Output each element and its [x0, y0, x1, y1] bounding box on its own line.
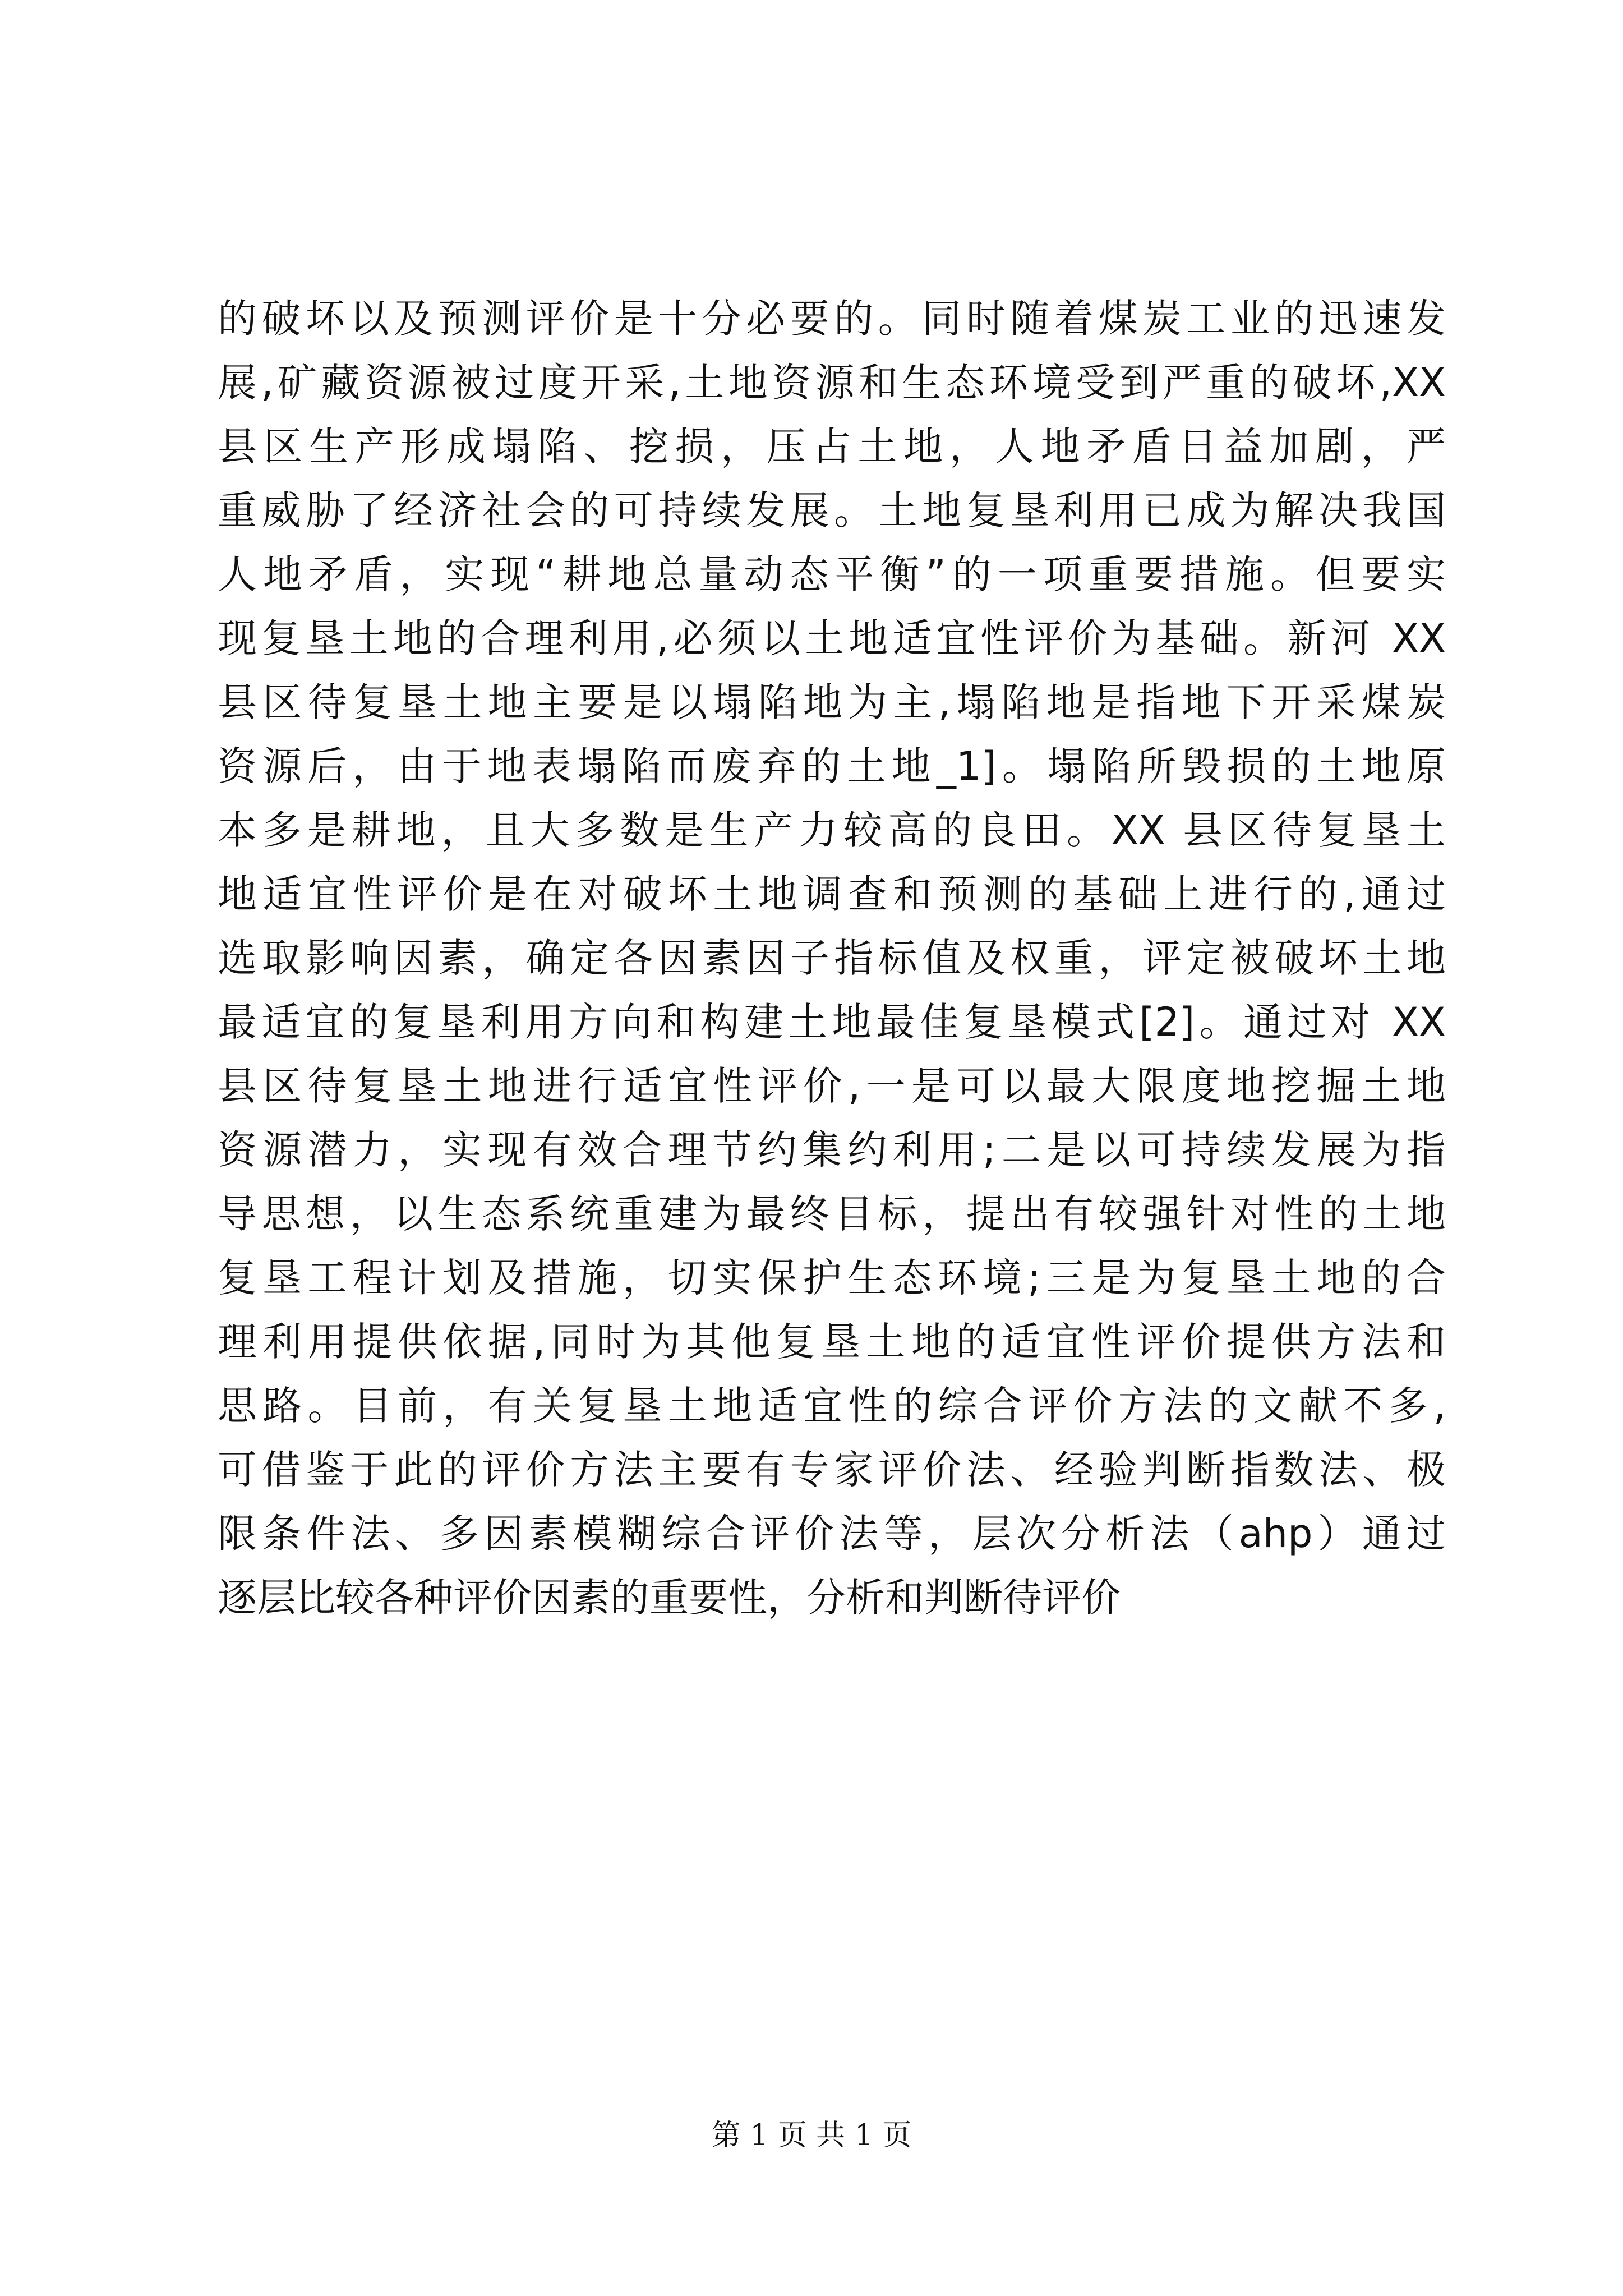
text-line: 县区待复垦土地主要是以塌陷地为主,塌陷地是指地下开采煤炭	[218, 679, 1446, 725]
text-line: 重威胁了经济社会的可持续发展。土地复垦利用已成为解决我国	[218, 487, 1446, 533]
text-line: 县区待复垦土地进行适宜性评价,一是可以最大限度地挖掘土地	[218, 1063, 1446, 1109]
text-line: 展,矿藏资源被过度开采,土地资源和生态环境受到严重的破坏,XX	[218, 360, 1446, 406]
body-paragraph	[218, 291, 1446, 1634]
text-line: 地适宜性评价是在对破坏土地调查和预测的基础上进行的,通过	[218, 871, 1446, 917]
text-line: 复垦工程计划及措施，切实保护生态环境;三是为复垦土地的合	[218, 1255, 1446, 1301]
text-line: 思路。目前，有关复垦土地适宜性的综合评价方法的文献不多,	[218, 1383, 1446, 1429]
text-line: 可借鉴于此的评价方法主要有专家评价法、经验判断指数法、极	[218, 1447, 1446, 1493]
text-line: 资源后，由于地表塌陷而废弃的土地_1]。塌陷所毁损的土地原	[218, 743, 1446, 789]
text-line: 理利用提供依据,同时为其他复垦土地的适宜性评价提供方法和	[218, 1319, 1446, 1365]
text-line: 县区生产形成塌陷、挖损，压占土地，人地矛盾日益加剧，严	[218, 424, 1446, 470]
text-line: 最适宜的复垦利用方向和构建土地最佳复垦模式[2]。通过对 XX	[218, 999, 1446, 1045]
text-line: 导思想，以生态系统重建为最终目标，提出有较强针对性的土地	[218, 1191, 1446, 1237]
page-number-label: 第 1 页 共 1 页	[711, 2119, 912, 2152]
text-line: 选取影响因素，确定各因素因子指标值及权重，评定被破坏土地	[218, 935, 1446, 981]
text-line: 人地矛盾，实现“耕地总量动态平衡”的一项重要措施。但要实	[218, 551, 1446, 597]
text-line: 逐层比较各种评价因素的重要性，分析和判断待评价	[218, 1575, 1121, 1621]
text-line: 本多是耕地，且大多数是生产力较高的良田。XX 县区待复垦土	[218, 807, 1446, 853]
text-line: 的破坏以及预测评价是十分必要的。同时随着煤炭工业的迅速发	[218, 296, 1446, 342]
text-line: 现复垦土地的合理利用,必须以土地适宜性评价为基础。新河 XX	[218, 615, 1446, 661]
text-line: 资源潜力，实现有效合理节约集约利用;二是以可持续发展为指	[218, 1127, 1446, 1173]
text-line: 限条件法、多因素模糊综合评价法等，层次分析法（ahp）通过	[218, 1511, 1446, 1557]
page-footer	[0, 2116, 1623, 2155]
